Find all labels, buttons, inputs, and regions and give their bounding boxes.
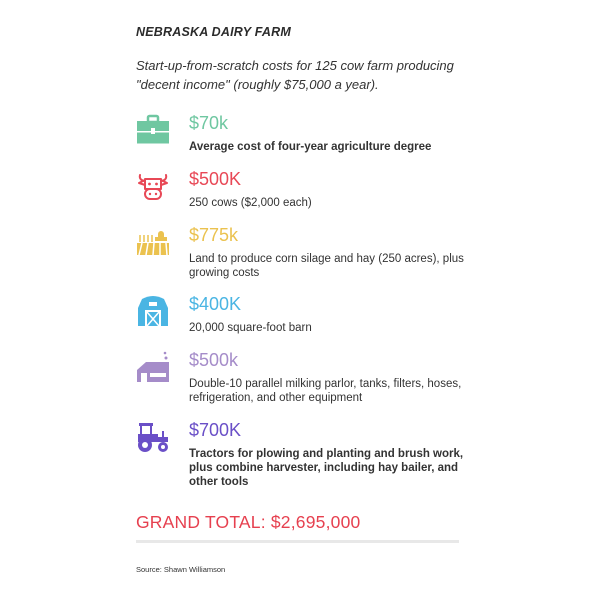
cost-amount: $500K xyxy=(189,169,242,189)
grand-total: GRAND TOTAL: $2,695,000 xyxy=(136,512,361,532)
cost-amount: $500k xyxy=(189,350,239,370)
cost-amount: $775k xyxy=(189,225,239,245)
cost-description: Double-10 parallel milking parlor, tanks, filters, hoses, refrigeration, and other equipment xyxy=(189,378,462,404)
cost-description: 250 cows ($2,000 each) xyxy=(189,197,312,209)
cost-amount: $70k xyxy=(189,113,229,133)
briefcase-icon xyxy=(136,113,170,147)
cost-description: Average cost of four-year agriculture degree xyxy=(189,141,432,153)
tractor-icon xyxy=(136,420,170,454)
barn-icon xyxy=(136,294,170,328)
cost-description: Land to produce corn silage and hay (250 acres), plus growing costs xyxy=(189,253,464,279)
cost-amount: $400K xyxy=(189,294,242,314)
cost-description: 20,000 square-foot barn xyxy=(189,322,312,334)
page-title: NEBRASKA DAIRY FARM xyxy=(136,25,291,39)
cost-amount: $700K xyxy=(189,420,242,440)
cost-description: Tractors for plowing and planting and brush work, plus combine harvester, including hay bailer, and other tools xyxy=(189,448,464,488)
source-note: Source: Shawn Williamson xyxy=(136,565,226,574)
cow-icon xyxy=(136,169,170,203)
field-icon xyxy=(136,225,170,259)
milking-parlor-icon xyxy=(136,350,170,384)
subtitle: Start-up-from-scratch costs for 125 cow farm producing "decent income" (roughly $75,000 a year). xyxy=(136,58,454,92)
divider xyxy=(136,540,459,543)
